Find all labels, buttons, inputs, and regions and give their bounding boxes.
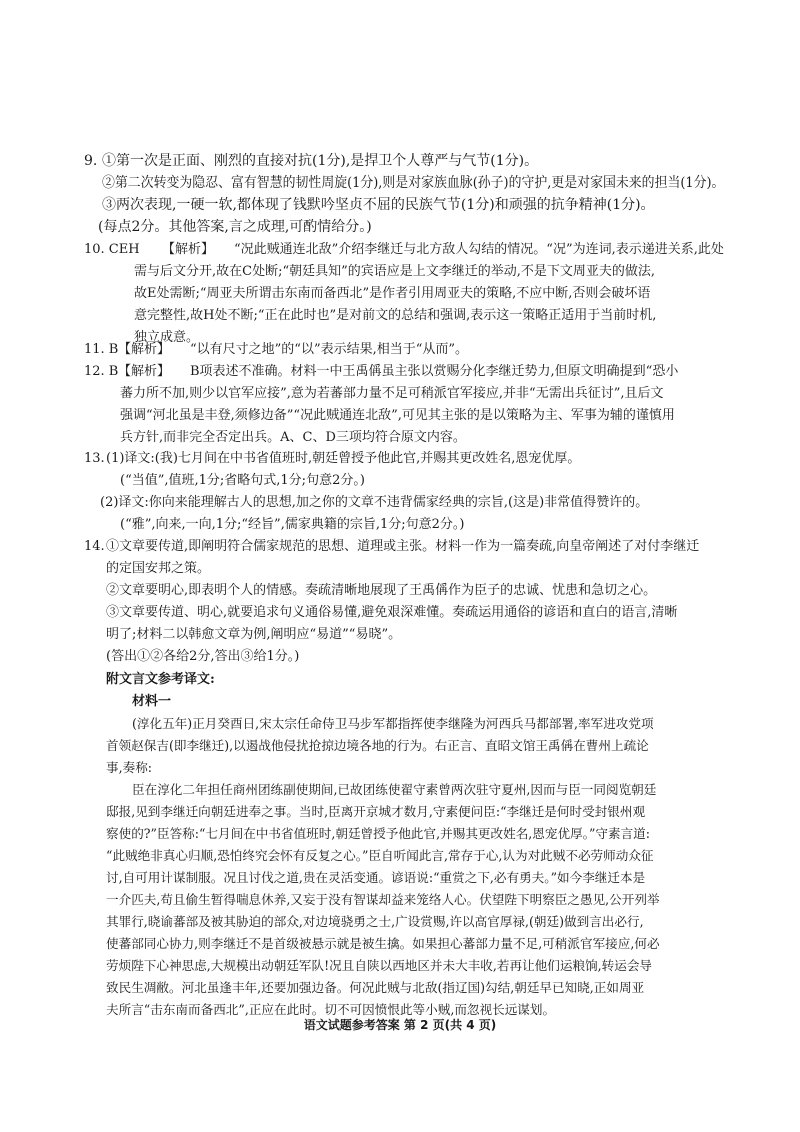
q11-analysis-tag: 【解析】 xyxy=(118,342,171,357)
intro-line-1: (淳化五年)正月癸酉日,宋太宗任命侍卫马步军都指挥使李继隆为河西兵马都部署,率军进攻党项 xyxy=(132,716,654,731)
body-line-7: 其罪行,晓谕蕃部及被其胁迫的部众,对边境骁勇之士,广设赏赐,许以高官厚禄,(朝廷)做到言出必行, xyxy=(106,914,644,929)
q12-line-4: 兵方针,而非完全否定出兵。A、C、D三项均符合原文内容。 xyxy=(120,430,466,445)
body-line-1: 臣在淳化二年担任商州团练副使期间,已故团练使翟守素曾两次驻守夏州,因而与臣一同阅览朝廷 xyxy=(132,782,657,797)
q13-number: 13. xyxy=(84,451,105,466)
q10-analysis-tag: 【解析】 xyxy=(162,242,215,257)
q14-line-4: ③文章要传道、明心,就要追求句义通俗易懂,避免艰深难懂。奏疏运用通俗的谚语和直白的语言,清晰 xyxy=(106,605,678,620)
answer-q10 xyxy=(0,239,800,349)
q14-line-5: 明了;材料二以韩愈文章为例,阐明应“易道”“易晓”。 xyxy=(106,627,402,642)
q12-number: 12. B xyxy=(84,364,119,379)
body-line-10: 致民生凋敝。河北虽逢丰年,还要加强边备。何况此贼与北敌(指辽国)勾结,朝廷早已知晓,正如周亚 xyxy=(106,980,645,995)
answer-q13 xyxy=(0,448,800,536)
q13-translation-2: (2)译文:你向来能理解古人的思想,加之你的文章不违背儒家经典的宗旨,(这是)非常值得赞许的。 xyxy=(100,495,649,510)
body-line-9: 劳烦陛下心神思虑,大规模出动朝廷军队!况且自陕以西地区并未大丰收,若再让他们运粮饷,转运会导 xyxy=(106,958,653,973)
q9-line-3: ③两次表现,一硬一软,都体现了钱默吟坚贞不屈的民族气节(1分)和顽强的抗争精神(1分)。 xyxy=(102,197,655,213)
q12-analysis-tag: 【解析】 xyxy=(118,364,171,379)
q14-line-1: ①文章要传道,即阐明符合儒家规范的思想、道理或主张。材料一作为一篇奏疏,向皇帝阐述了对付李继迁 xyxy=(106,539,700,554)
body-line-2: 邸报,见到李继迁向朝廷进奉之事。当时,臣离开京城才数月,守素便问臣:“李继迁是何时受封银州观 xyxy=(106,804,646,819)
page-footer: 语文试题参考答案 第 2 页(共 4 页) xyxy=(303,1018,497,1032)
q13-scoring-2: (“雅”,向来,一向,1分;“经旨”,儒家典籍的宗旨,1分;句意2分。) xyxy=(120,517,465,532)
q9-line-2: ②第二次转变为隐忍、富有智慧的韧性周旋(1分),则是对家族血脉(孙子)的守护,更是对家国未来的担当(1分)。 xyxy=(102,175,725,191)
appendix-heading: 附文言文参考译文: xyxy=(106,672,215,687)
q14-line-3: ②文章要明心,即表明个人的情感。奏疏清晰地展现了王禹偁作为臣子的忠诚、忧患和急切之心。 xyxy=(106,583,657,598)
appendix-translation xyxy=(0,669,800,1021)
q14-number: 14. xyxy=(84,539,105,554)
q10-line-4: 意完整性,故H处不断;“正在此时也”是对前文的总结和强调,表示这一策略正适用于当前时机, xyxy=(134,308,657,323)
q13-translation-1: (1)译文:(我)七月间在中书省值班时,朝廷曾授予他此官,并赐其更改姓名,恩宠优厚。 xyxy=(106,451,581,466)
body-line-5: 讨,自可用计谋制服。况且讨伐之道,贵在灵活变通。谚语说:“重赏之下,必有勇夫。”如今李继迁本是 xyxy=(106,870,646,885)
q13-scoring-1: (“当值”,值班,1分;省略句式,1分;句意2分。) xyxy=(120,473,365,488)
q14-line-2: 的定国安邦之策。 xyxy=(106,561,211,576)
material-one-label: 材料一 xyxy=(132,694,172,709)
body-line-4: “此贼绝非真心归顺,恐怕终究会怀有反复之心。”臣自听闻此言,常存于心,认为对此贼不必劳师动众征 xyxy=(106,848,654,863)
q10-line-3: 故E处需断;“周亚夫所谓击东南而备西北”是作者引用周亚夫的策略,不应中断,否则会破坏语 xyxy=(134,286,651,301)
q10-number: 10. CEH xyxy=(84,242,140,257)
q10-line-2: 需与后文分开,故在C处断;“朝廷具知”的宾语应是上文李继迁的举动,不是下文周亚夫的做法, xyxy=(134,264,656,279)
q12-line-2: 蕃力所不加,则少以官军应接”,意为若蕃部力量不足可稍派官军接应,并非“无需出兵征讨”,且后文 xyxy=(120,386,664,401)
intro-line-3: 事,奏称: xyxy=(106,760,153,775)
q9-line-1: ①第一次是正面、刚烈的直接对抗(1分),是捍卫个人尊严与气节(1分)。 xyxy=(102,153,539,169)
body-line-6: 一介匹夫,苟且偷生暂得喘息休养,又妄于没有智谋却益来笼络人心。伏望陛下明察臣之愚见,公开列举 xyxy=(106,892,660,907)
q10-line-5: 独立成意。 xyxy=(134,330,200,345)
intro-line-2: 首领赵保吉(即李继迁),以遏战他侵扰抢掠边境各地的行为。右正言、直昭文馆王禹偁在曹州上疏论 xyxy=(106,738,649,753)
body-line-11: 夫所言“击东南而备西北”,正应在此时。切不可因愤恨此等小贼,而忽视长远谋划。 xyxy=(106,1002,556,1017)
answer-q14 xyxy=(0,536,800,668)
q10-line-1: “况此贼通连北敌”介绍李继迁与北方敌人勾结的情况。“况”为连词,表示递进关系,此处 xyxy=(234,242,724,257)
body-line-3: 察使的?”臣答称:“七月间在中书省值班时,朝廷曾授予他此官,并赐其更改姓名,恩宠优厚。”守素言道: xyxy=(106,826,651,841)
q9-scoring-note: (每点2分。其他答案,言之成理,可酌情给分。) xyxy=(98,219,372,235)
q11-line-1: “以有尺寸之地”的“以”表示结果,相当于“从而”。 xyxy=(190,342,469,357)
q9-number: 9. xyxy=(84,153,98,169)
answer-q11 xyxy=(0,339,800,361)
answer-q9 xyxy=(0,150,800,238)
answer-q12 xyxy=(0,361,800,449)
q12-line-1: B项表述不准确。材料一中王禹偁虽主张以赏赐分化李继迁势力,但原文明确提到“恐小 xyxy=(190,364,679,379)
body-line-8: 使蕃部同心协力,则李继迁不是首级被悬示就是被生擒。如果担心蕃部力量不足,可稍派官军接应,何必 xyxy=(106,936,660,951)
q11-number: 11. B xyxy=(84,342,119,357)
q12-line-3: 强调“河北虽是丰登,须修边备”“况此贼通连北敌”,可见其主张的是以策略为主、军事为辅的谨慎用 xyxy=(120,408,675,423)
q14-scoring-note: (答出①②各给2分,答出③给1分。) xyxy=(106,649,300,664)
